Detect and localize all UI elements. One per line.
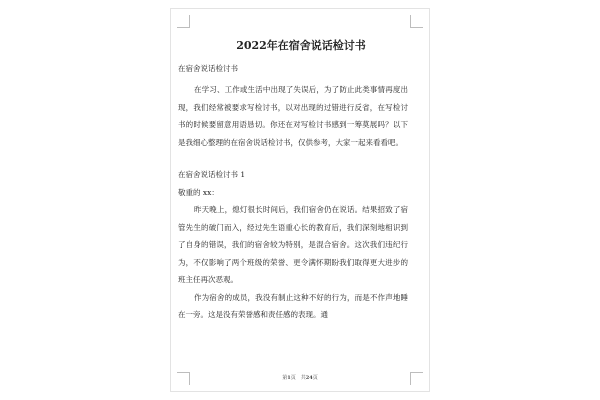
intro-heading: 在宿舍说话检讨书 bbox=[178, 64, 238, 73]
document-title: 2022年在宿舍说话检讨书 bbox=[236, 39, 366, 52]
footer-total-pages: 24 bbox=[305, 375, 313, 381]
crop-mark-top-left bbox=[177, 15, 190, 28]
footer-current-page: 1 bbox=[287, 375, 291, 381]
document-content bbox=[178, 39, 408, 324]
document-page bbox=[170, 8, 430, 392]
crop-mark-top-right bbox=[410, 15, 423, 28]
intro-paragraph: 在学习、工作或生活中出现了失误后，为了防止此类事情再度出现，我们经常被要求写检讨书，以对出现的过错进行反省，在写检讨书的时候要留意用语恳切。你还在对写检讨书感到一筹莫展吗？以下是我细心整理的在宿舍说话检讨书，仅供参考，大家一起来看看吧。 bbox=[178, 85, 408, 147]
body-paragraph-2: 作为宿舍的成员，我没有制止这种不好的行为，而是不作声地睡在一旁。这是没有荣誉感和责任感的表现。通 bbox=[178, 292, 408, 319]
spacer bbox=[178, 151, 408, 169]
body-paragraph-1: 昨天晚上，熄灯很长时间后，我们宿舍仍在说话。结果招致了宿管先生的破门而入，经过先生语重心长的教育后，我们深刻地相识到了自身的错误，我们的宿舍较为特别，是混合宿舍。这次我们违纪行为，不仅影响了两个班级的荣誉、更令满怀期盼我们取得更大进步的班主任再次恶观。 bbox=[178, 205, 408, 284]
footer-middle: 页 共 bbox=[290, 375, 306, 381]
footer-prefix: 第 bbox=[282, 375, 288, 381]
footer-suffix: 页 bbox=[312, 375, 318, 381]
page-number-footer bbox=[171, 374, 429, 381]
salutation: 敬重的 xx： bbox=[178, 188, 219, 197]
section-heading: 在宿舍说话检讨书 1 bbox=[178, 170, 246, 179]
